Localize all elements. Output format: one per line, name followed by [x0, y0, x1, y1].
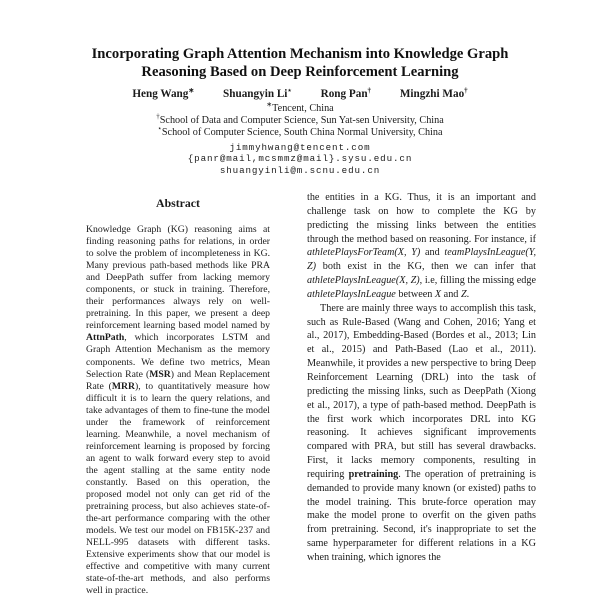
author-heng-wang [132, 88, 194, 100]
paper-title [0, 46, 600, 81]
author-rong-pan [321, 88, 371, 100]
author-name: Shuangyin Li [223, 88, 288, 100]
affiliations [0, 100, 600, 140]
affiliation-marker: ⋆ [157, 125, 162, 134]
author-name: Rong Pan [320, 88, 368, 100]
abstract-text: Knowledge Graph (KG) reasoning aims at finding reasoning paths for relations, in order to solve the problem of incompleteness in KG. Many previous path-based methods like PRA and DeepPath suffer from lacking memory components, or stuck in training. Therefore, their performances always rely on well-pretraining. In this paper, we present a deep reinforcement learning based model named by AttnPath, which incorporates LSTM and Graph Attention Mechanism as the memory components. We define two metrics, Mean Selection Rate (MSR) and Mean Replacement Rate (MRR), to quantitatively measure how difficult it is to learn the query relations, and take advantages of them to fine-tune the model under the framework of reinforcement learning. Meanwhile, a novel mechanism of reinforcement learning is proposed by forcing an agent to walk forward every step to avoid the agent stalling at the same entity node constantly. Based on this operation, the proposed model not only can get rid of the pretraining process, but also achieves state-of-the-art performance comparing with the other models. We test our model on FB15K-237 and NELL-995 datasets with different tasks. Extensive experiments show that our model is effective and competitive with many current state-of-the-art methods, and also performs well in practice. [86, 224, 270, 597]
author-mingzhi-mao [400, 88, 468, 100]
title-line-1: Incorporating Graph Attention Mechanism into Knowledge Graph [91, 46, 509, 62]
email-line-3: shuangyinli@m.scnu.edu.cn [219, 165, 381, 177]
affiliation-marker: ∗ [266, 100, 273, 109]
email-line-1: jimmyhwang@tencent.com [229, 141, 371, 153]
author-name: Heng Wang [132, 88, 189, 100]
affiliation-sysu [0, 112, 600, 127]
paper-header [0, 46, 600, 177]
author-marker: † [464, 86, 468, 95]
abstract-section [86, 196, 270, 597]
affiliation-text: School of Computer Science, South China Normal University, China [161, 127, 443, 139]
author-marker: ⋆ [287, 86, 292, 95]
affiliation-scnu [0, 127, 600, 139]
author-marker: † [367, 86, 372, 95]
affiliation-text: Tencent, China [272, 103, 334, 114]
author-name: Mingzhi Mao [399, 88, 465, 100]
title-line-2: Reasoning Based on Deep Reinforcement Learning [141, 63, 459, 80]
email-line-2: {panr@mail,mcsmmz@mail}.sysu.edu.cn [187, 153, 413, 165]
affiliation-tencent [0, 100, 600, 115]
author-marker: ∗ [188, 86, 195, 95]
intro-paragraph-2: There are mainly three ways to accomplish this task, such as Rule-Based (Wang and Cohen, 2016; Yang et al., 2017), Embedding-Based (Bordes et al., 2013; Lin et al., 2015) and Path-Based (Lao et al., 2011). Meanwhile, it provides a new perspective to bring Deep Reinforcement Learning (DRL) into the task of predicting the missing links, such as DeepPath (Xiong et al., 2017), a type of path-based method. DeepPath is the first work which incorporates DRL into KG reasoning. It achieves significant improvements compared with PRA, but still has several drawbacks. First, it lacks memory components, resulting in requiring pretraining. The operation of pretraining is demanded to provide many known (or existed) paths to the model training. This brute-force operation may make the model prone to overfit on the given paths from pretraining. Second, it's inappropriate to set the same hyperparameter for different relations in a KG when training, which ignores the [307, 302, 536, 563]
affiliation-marker: † [156, 112, 160, 121]
abstract-heading: Abstract [156, 196, 200, 210]
affiliation-text: School of Data and Computer Science, Sun Yat-sen University, China [159, 115, 444, 127]
introduction-column [307, 191, 536, 565]
author-shuangyin-li [223, 88, 292, 100]
author-row [0, 88, 600, 100]
intro-paragraph-1: the entities in a KG. Thus, it is an important and challenge task on how to complete the KG by predicting the missing links between the entities through the method based on reasoning. For instance, if athletePlaysForTeam(X, Y) and teamPlaysInLeague(Y, Z) both exist in the KG, then we can infer that athletePlaysInLeague(X, Z), i.e, filling the missing edge athletePlaysInLeague between X and Z. [307, 192, 537, 300]
emails [0, 142, 600, 177]
